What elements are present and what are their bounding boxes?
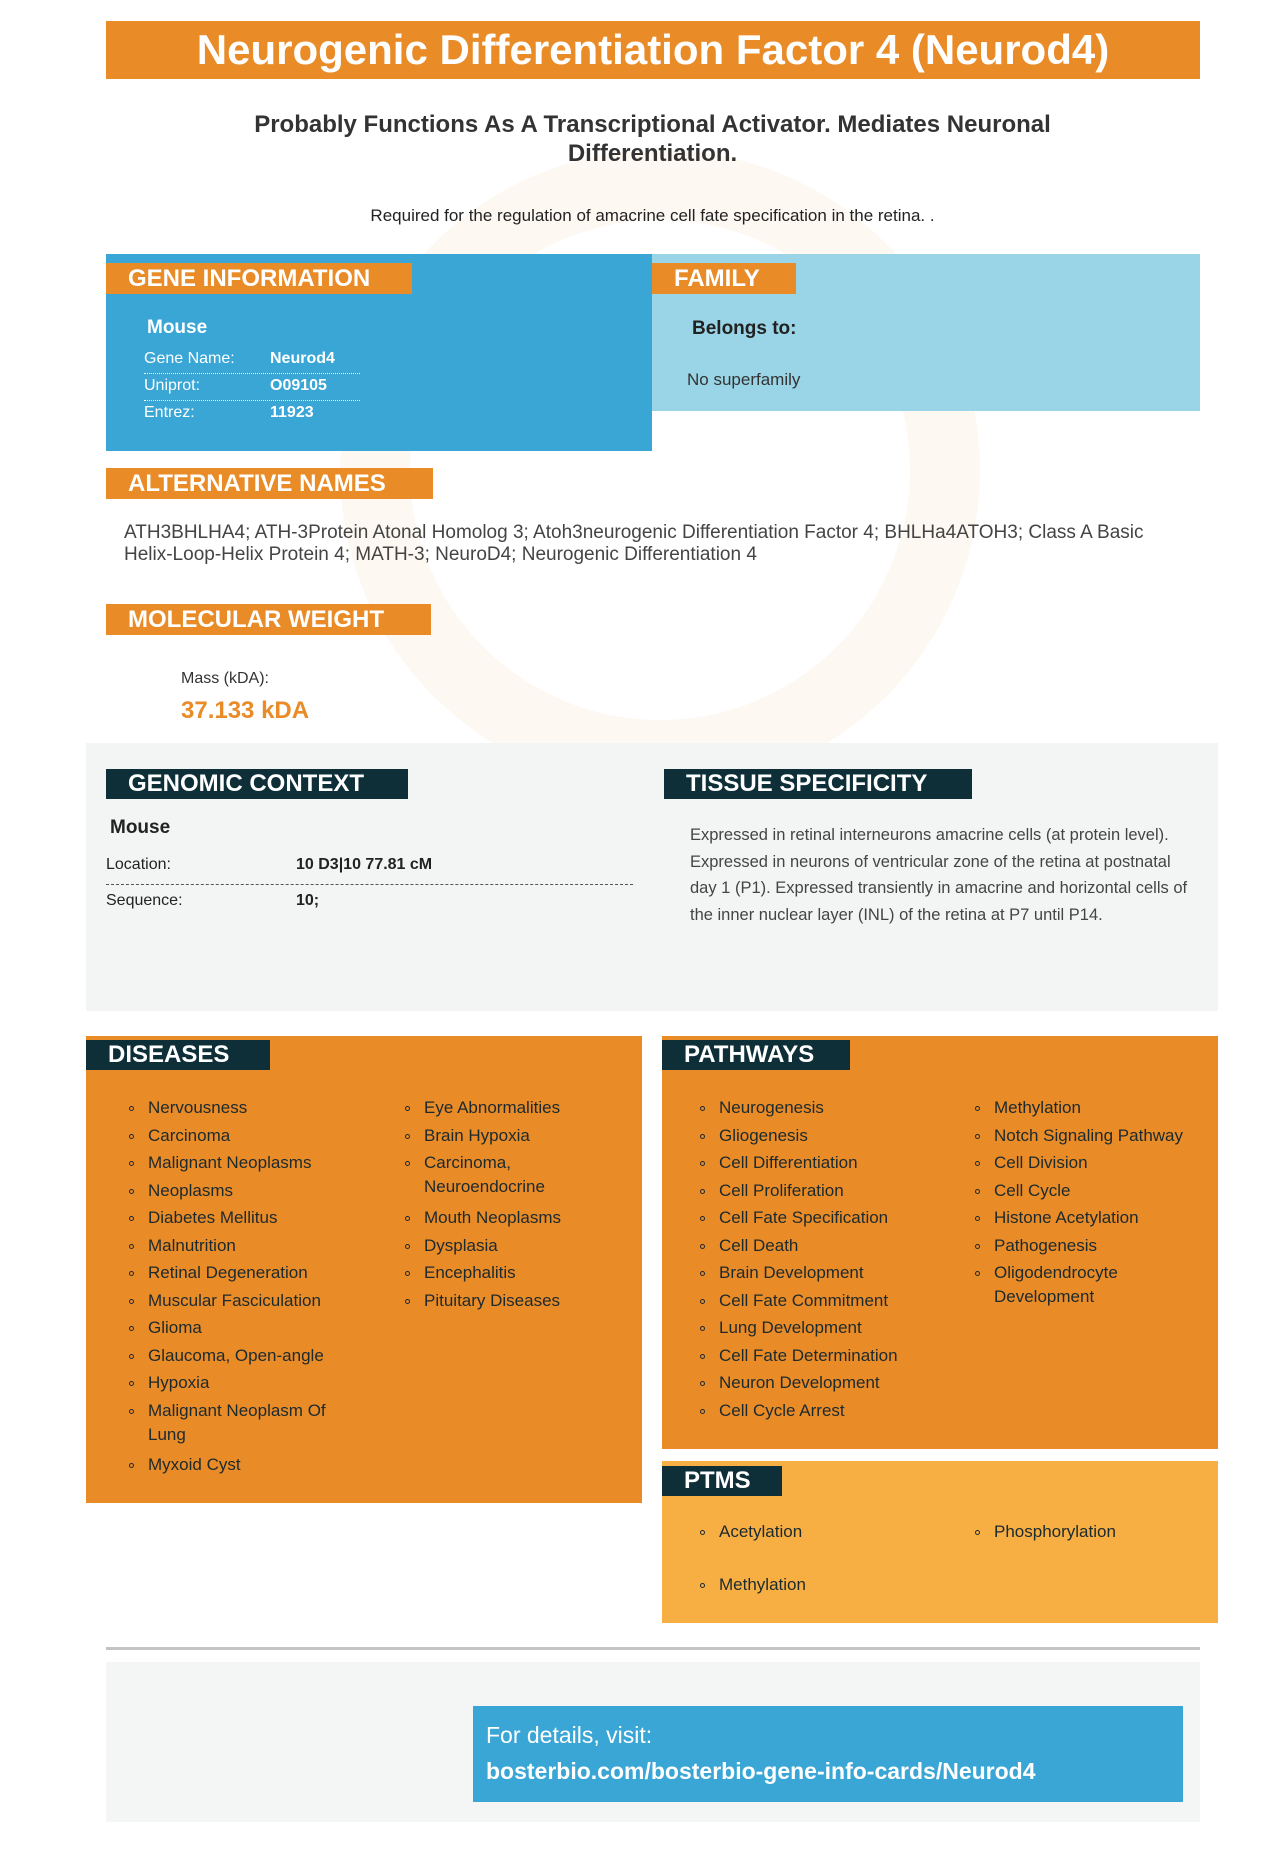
sequence-value: 10;: [296, 892, 320, 909]
gene-name-value: Neurod4: [270, 350, 335, 367]
pathway-item: Cell Fate Commitment: [700, 1289, 888, 1313]
pathway-item: Cell Cycle: [975, 1179, 1071, 1203]
pathway-item: Neuron Development: [700, 1371, 880, 1395]
disease-item: Carcinoma: [129, 1124, 230, 1148]
diseases-label: DISEASES: [86, 1040, 270, 1070]
disease-item: Myxoid Cyst: [129, 1453, 241, 1477]
gene-name-label: Gene Name:: [144, 350, 235, 367]
family-label: FAMILY: [652, 263, 796, 294]
pathway-item: Oligodendrocyte Development: [975, 1261, 1154, 1309]
disease-item: Pituitary Diseases: [405, 1289, 560, 1313]
mass-value: 37.133 kDA: [181, 697, 310, 724]
disease-item: Diabetes Mellitus: [129, 1206, 277, 1230]
pathway-item: Notch Signaling Pathway: [975, 1124, 1183, 1148]
genomic-organism: Mouse: [110, 817, 171, 838]
page-title: Neurogenic Differentiation Factor 4 (Neurod4): [106, 21, 1200, 79]
gene-name-row: [144, 346, 360, 374]
gene-organism: Mouse: [147, 317, 208, 338]
disease-item: Malignant Neoplasms: [129, 1151, 311, 1175]
disease-item: Dysplasia: [405, 1234, 498, 1258]
pathway-item: Histone Acetylation: [975, 1206, 1139, 1230]
molecular-weight-label: MOLECULAR WEIGHT: [106, 604, 431, 635]
pathway-item: Lung Development: [700, 1316, 862, 1340]
function-summary: Required for the regulation of amacrine cell fate specification in the retina. .: [370, 206, 935, 225]
pathway-item: Cell Fate Specification: [700, 1206, 888, 1230]
entrez-row: [144, 400, 360, 427]
disease-item: Glioma: [129, 1316, 202, 1340]
details-url-link[interactable]: bosterbio.com/bosterbio-gene-info-cards/Neurod4: [486, 1758, 1036, 1784]
location-label: Location:: [106, 856, 171, 873]
tissue-specificity-text: Expressed in retinal interneurons amacrine cells (at protein level). Expressed in neurons of ventricular zone of the retina at postnatal day 1 (P1). Expressed transiently in amacrine and horizontal cells of the inner nuclear layer (INL) of the retina at P7 until P14.: [690, 826, 1188, 924]
pathway-item: Cell Death: [700, 1234, 798, 1258]
disease-item: Carcinoma, Neuroendocrine: [405, 1151, 564, 1199]
ptm-item: Phosphorylation: [975, 1520, 1116, 1544]
disease-item: Glaucoma, Open-angle: [129, 1344, 324, 1368]
ptm-item: Acetylation: [700, 1520, 802, 1544]
pathway-item: Cell Fate Determination: [700, 1344, 898, 1368]
pathways-label: PATHWAYS: [662, 1040, 850, 1070]
uniprot-label: Uniprot:: [144, 377, 201, 394]
location-row: [106, 856, 633, 885]
disease-item: Malnutrition: [129, 1234, 236, 1258]
function-subtitle: Probably Functions As A Transcriptional Activator. Mediates Neuronal Differentiation.: [254, 111, 1051, 167]
pathway-item: Brain Development: [700, 1261, 864, 1285]
ptms-label: PTMS: [662, 1466, 782, 1496]
entrez-value: 11923: [270, 404, 314, 421]
pathway-item: Cell Proliferation: [700, 1179, 844, 1203]
belongs-to-label: Belongs to:: [692, 318, 797, 339]
family-value: No superfamily: [687, 370, 801, 389]
disease-item: Encephalitis: [405, 1261, 516, 1285]
pathway-item: Pathogenesis: [975, 1234, 1097, 1258]
disease-item: Nervousness: [129, 1096, 247, 1120]
details-prompt: For details, visit:: [486, 1722, 653, 1748]
pathway-item: Methylation: [975, 1096, 1081, 1120]
watermark-ring: [340, 150, 980, 790]
uniprot-value: O09105: [270, 377, 327, 394]
pathway-item: Gliogenesis: [700, 1124, 808, 1148]
location-value: 10 D3|10 77.81 cM: [296, 856, 433, 873]
ptm-item: Methylation: [700, 1573, 806, 1597]
disease-item: Retinal Degeneration: [129, 1261, 308, 1285]
divider: [106, 1647, 1200, 1650]
alternative-names-label: ALTERNATIVE NAMES: [106, 468, 433, 499]
alternative-names-text: ATH3BHLHA4; ATH-3Protein Atonal Homolog 3; Atoh3neurogenic Differentiation Factor 4; BHLHa4ATOH3; Class A Basic Helix-Loop-Helix Protein 4; MATH-3; NeuroD4; Neurogenic Differentiation 4: [124, 522, 1144, 565]
disease-item: Malignant Neoplasm Of Lung: [129, 1399, 348, 1447]
details-link-box[interactable]: [473, 1706, 1183, 1802]
pathway-item: Cell Cycle Arrest: [700, 1399, 845, 1423]
disease-item: Eye Abnormalities: [405, 1096, 560, 1120]
pathway-item: Neurogenesis: [700, 1096, 824, 1120]
uniprot-row: [144, 373, 360, 401]
mass-label: Mass (kDA):: [181, 670, 269, 687]
tissue-specificity-label: TISSUE SPECIFICITY: [664, 769, 972, 799]
sequence-label: Sequence:: [106, 892, 183, 909]
disease-item: Neoplasms: [129, 1179, 233, 1203]
disease-item: Hypoxia: [129, 1371, 209, 1395]
sequence-row: [106, 892, 633, 916]
entrez-label: Entrez:: [144, 404, 195, 421]
pathway-item: Cell Differentiation: [700, 1151, 858, 1175]
disease-item: Mouth Neoplasms: [405, 1206, 561, 1230]
genomic-context-label: GENOMIC CONTEXT: [106, 769, 408, 799]
pathway-item: Cell Division: [975, 1151, 1088, 1175]
disease-item: Brain Hypoxia: [405, 1124, 530, 1148]
gene-information-label: GENE INFORMATION: [106, 263, 412, 294]
disease-item: Muscular Fasciculation: [129, 1289, 321, 1313]
